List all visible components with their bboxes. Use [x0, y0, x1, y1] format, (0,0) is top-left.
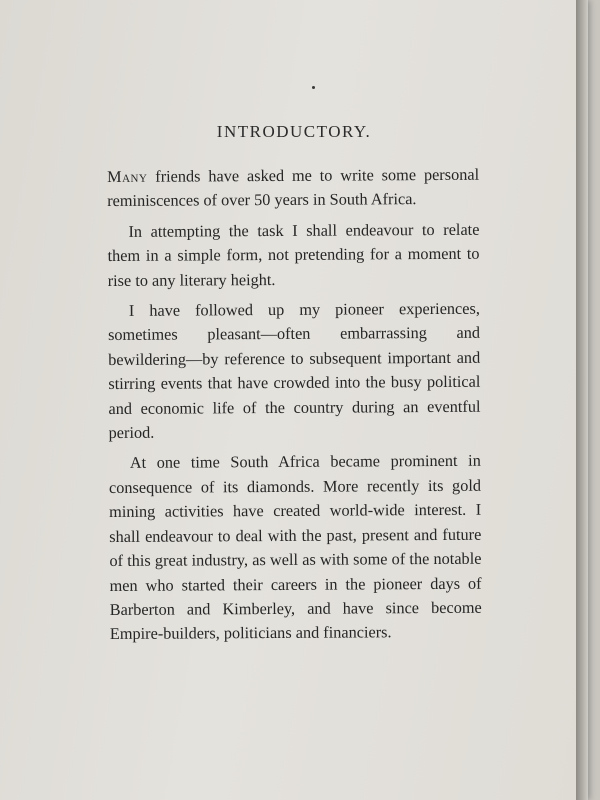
paragraph-1-lead: Many: [107, 166, 148, 186]
paragraph-2: In attempting the task I shall endeavour to relate them in a simple form, not pretending for a moment to rise to any literary height.: [107, 219, 480, 290]
paragraph-1: [107, 163, 479, 214]
chapter-body: [107, 163, 482, 653]
paragraph-1-text: friends have asked me to write some personal reminiscences of over 50 years in South Africa.: [107, 164, 480, 211]
page-dot-mark: [312, 86, 315, 89]
chapter-heading: INTRODUCTORY.: [216, 122, 372, 141]
page-edge-shadow: [576, 0, 588, 800]
paragraph-3: I have followed up my pioneer experiences, sometimes pleasant—often embarrassing and bewildering—by reference to subsequent important and stirring events that have crowded into the busy political and economic life of the country during an eventful period.: [107, 298, 481, 443]
paragraph-4: At one time South Africa became prominent in consequence of its diamonds. More recently its gold mining activities have created world-wide interest. I shall endeavour to deal with the past, present and future of this great industry, as well as with some of the notable men who started their careers in the pioneer days of Barberton and Kimberley, and have since become Empire-builders, politicians and financiers.: [108, 451, 482, 644]
